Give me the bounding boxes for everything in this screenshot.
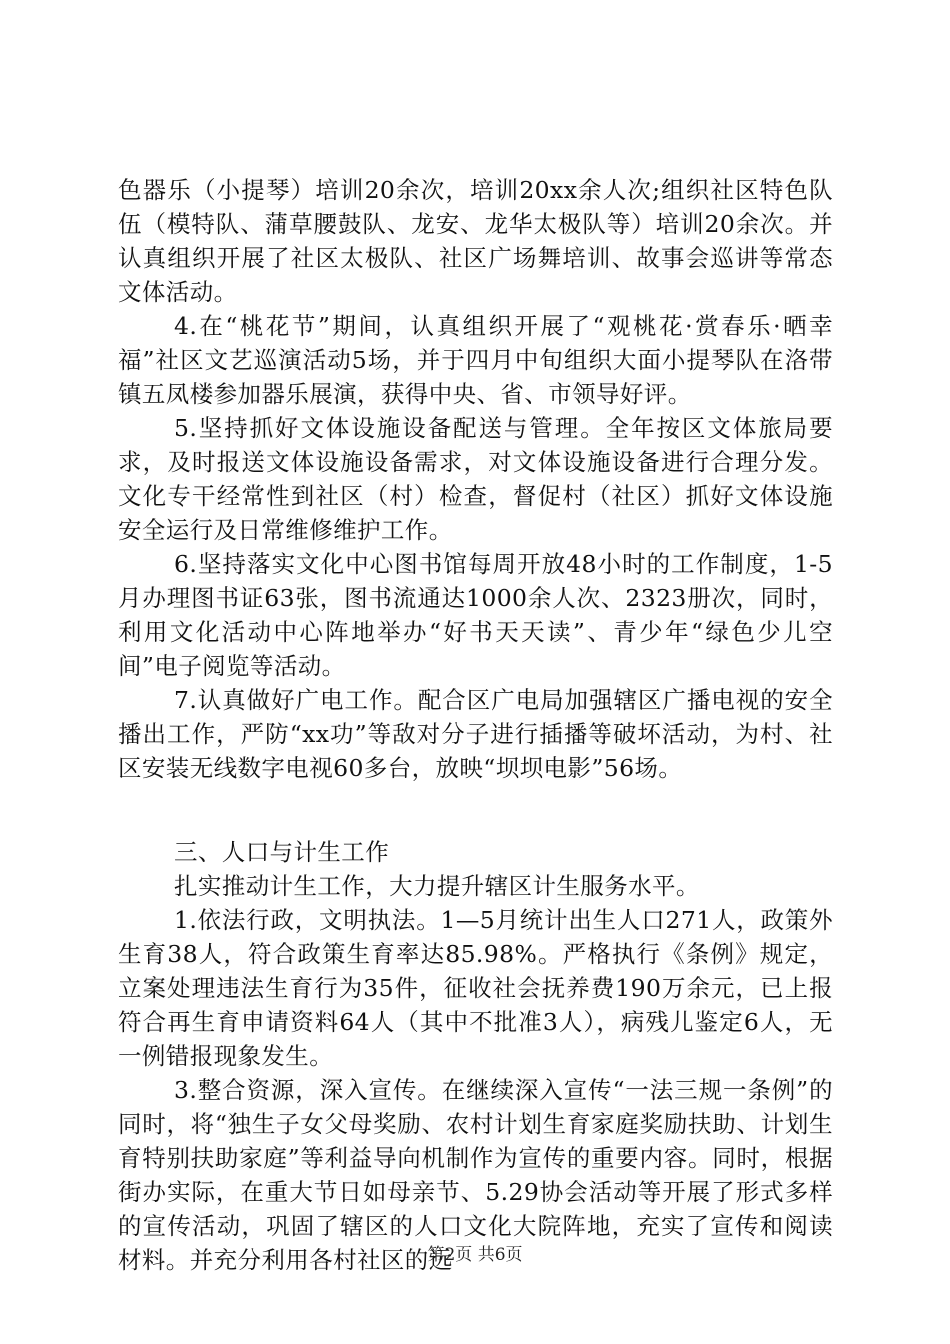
document-body — [118, 173, 833, 1277]
paragraph-family-planning-intro: 扎实推动计生工作，大力提升辖区计生服务水平。 — [174, 872, 700, 900]
paragraph-peach-festival: 4.在“桃花节”期间，认真组织开展了“观桃花·赏春乐·晒幸福”社区文艺巡演活动5场，并于四月中旬组织大面小提琴队在洛带镇五凤楼参加器乐展演，获得中央、省、市领导好评。 — [118, 312, 833, 408]
paragraph-law-enforcement: 1.依法行政，文明执法。1—5月统计出生人口271人，政策外生育38人，符合政策生育率达85.98%。严格执行《条例》规定，立案处理违法生育行为35件，征收社会抚养费190万余元，已上报符合再生育申请资料64人（其中不批准3人），病残儿鉴定6人，无一例错报现象发生。 — [118, 906, 833, 1070]
page-footer: 第2页 共6页 — [427, 1245, 523, 1265]
paragraph-broadcast-work: 7.认真做好广电工作。配合区广电局加强辖区广播电视的安全播出工作，严防“xx功”等敌对分子进行插播等破坏活动，为村、社区安装无线数字电视60多台，放映“坝坝电影”56场。 — [118, 686, 833, 782]
section-heading-population: 三、人口与计生工作 — [174, 838, 390, 866]
paragraph-library-hours: 6.坚持落实文化中心图书馆每周开放48小时的工作制度，1-5月办理图书证63张，图书流通达1000余人次、2323册次，同时，利用文化活动中心阵地举办“好书天天读”、青少年“绿色少儿空间”电子阅览等活动。 — [118, 550, 833, 680]
paragraph-publicity: 3.整合资源，深入宣传。在继续深入宣传“一法三规一条例”的同时，将“独生子女父母奖励、农村计划生育家庭奖励扶助、计划生育特别扶助家庭”等利益导向机制作为宣传的重要内容。同时，根据街办实际，在重大节日如母亲节、5.29协会活动等开展了形式多样的宣传活动，巩固了辖区的人口文化大院阵地，充实了宣传和阅读材料。并充分利用各村社区的远 — [118, 1076, 833, 1274]
paragraph-continued-music-training: 色器乐（小提琴）培训20余次，培训20xx余人次;组织社区特色队伍（模特队、蒲草腰鼓队、龙安、龙华太极队等）培训20余次。并认真组织开展了社区太极队、社区广场舞培训、故事会巡讲等常态文体活动。 — [118, 176, 833, 306]
paragraph-facilities-management: 5.坚持抓好文体设施设备配送与管理。全年按区文体旅局要求，及时报送文体设施设备需求，对文体设施设备进行合理分发。文化专干经常性到社区（村）检查，督促村（社区）抓好文体设施安全运行及日常维修维护工作。 — [118, 414, 833, 544]
